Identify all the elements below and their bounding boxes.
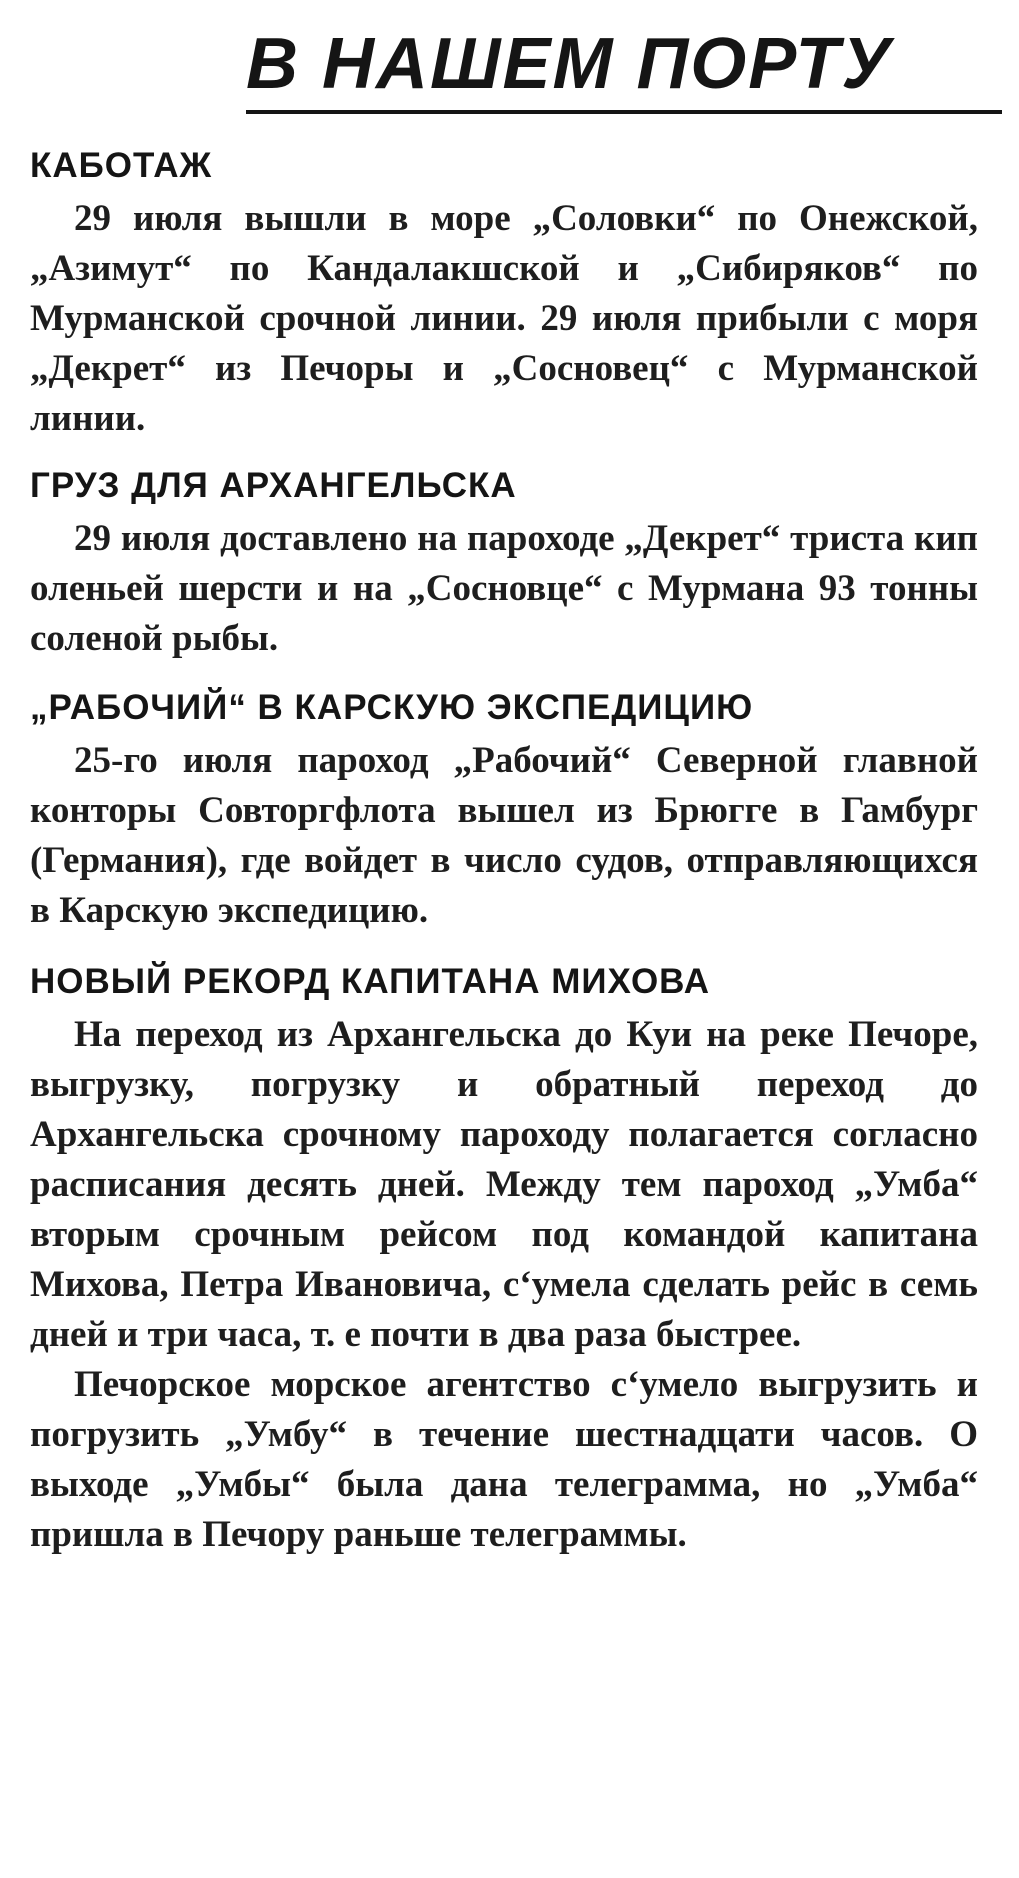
section-title: В НАШЕМ ПОРТУ — [246, 24, 893, 104]
article-headline: КАБОТАЖ — [30, 146, 213, 185]
section-masthead — [30, 0, 978, 122]
article-cargo-arkhangelsk — [30, 464, 978, 664]
article-captain-mikhov-record — [30, 960, 978, 1560]
title-underline — [246, 110, 1002, 114]
article-paragraph: 29 июля доставлено на пароходе „Декрет“ триста кип оленьей шерсти и на „Сосновце“ с Мурмана 93 тонны соленой рыбы. — [30, 518, 978, 659]
article-headline: ГРУЗ ДЛЯ АРХАНГЕЛЬСКА — [30, 466, 517, 505]
article-headline: „РАБОЧИЙ“ В КАРСКУЮ ЭКСПЕДИЦИЮ — [30, 688, 754, 727]
article-headline: НОВЫЙ РЕКОРД КАПИТАНА МИХОВА — [30, 962, 710, 1001]
article-cabotage — [30, 144, 978, 444]
article-paragraph: Печорское морское агентство с‘умело выгрузить и погрузить „Умбу“ в течение шестнадцати часов. О выходе „Умбы“ была дана телеграмма, но „Умба“ пришла в Печору раньше телеграммы. — [30, 1364, 978, 1555]
article-paragraph: 29 июля вышли в море „Соловки“ по Онежской, „Азимут“ по Кандалакшской и „Сибиряков“ по Мурманской срочной линии. 29 июля прибыли с моря „Декрет“ из Печоры и „Сосновец“ с Мурманской линии. — [30, 198, 978, 439]
article-rabochiy-kara-expedition — [30, 686, 978, 936]
article-paragraph: 25-го июля пароход „Рабочий“ Северной главной конторы Совторгфлота вышел из Брюгге в Гамбург (Германия), где войдет в число судов, отправляющихся в Карскую экспедицию. — [30, 740, 978, 931]
article-paragraph: На переход из Архангельска до Куи на реке Печоре, выгрузку, погрузку и обратный переход до Архангельска срочному пароходу полагается согласно расписания десять дней. Между тем пароход „Умба“ вторым срочным рейсом под командой капитана Михова, Петра Ивановича, с‘умела сделать рейс в семь дней и три часа, т. е почти в два раза быстрее. — [30, 1014, 978, 1355]
newspaper-column — [30, 0, 978, 1560]
